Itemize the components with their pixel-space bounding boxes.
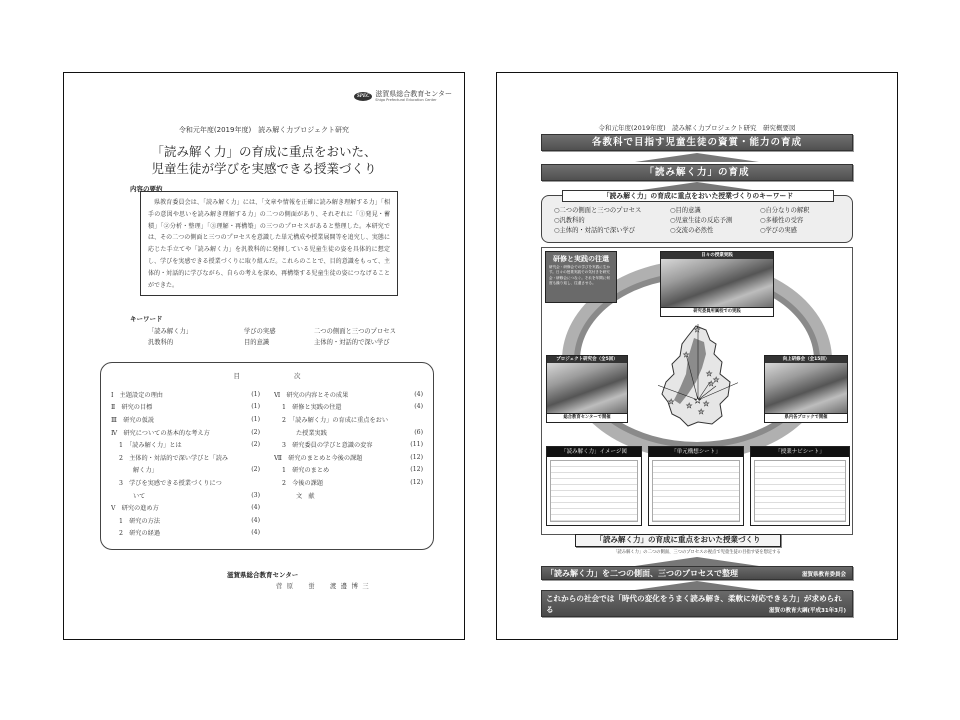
toc-entry-page: (4) <box>251 529 260 537</box>
sheet-thumbnail <box>652 460 740 522</box>
society-banner <box>541 590 853 617</box>
toc-entry-page: (12) <box>410 466 423 474</box>
author-organization: 滋賀県総合教育センター <box>227 571 299 579</box>
center-logo <box>354 91 452 103</box>
toc-entry <box>274 438 423 451</box>
photo-header: 向上研修会（全15回） <box>765 356 847 363</box>
up-arrow-icon <box>635 153 759 162</box>
keyword-panel-item: ○目的意識 <box>670 207 701 214</box>
toc-entry <box>274 464 423 477</box>
toc-entry-page: (4) <box>251 516 260 524</box>
title-line-2: 児童生徒が学びを実感できる授業づくり <box>151 161 377 176</box>
society-text: これからの社会では「時代の変化をうまく読み解き、柔軟に対応できる力」が求められる <box>546 594 842 614</box>
focus-subtext: 「読み解く力」の二つの側面、三つのプロセスの視点で児童生徒の目指す姿を想定する <box>613 550 781 555</box>
sheet-title: 「読み解く力」イメージ図 <box>547 447 641 457</box>
toc-entry <box>274 489 423 502</box>
sheet-unit-plan <box>648 446 744 526</box>
toc-entry-label: Ⅱ 研究の目標 <box>111 404 153 412</box>
goal-banner: 各教科で目指す児童生徒の資質・能力の育成 <box>541 134 853 151</box>
meeting-photo <box>547 363 627 413</box>
svg-text:★: ★ <box>686 402 693 410</box>
toc-entry-label: 1 研究のまとめ <box>282 467 330 475</box>
summary-label: 内容の要約 <box>130 185 163 193</box>
toc-entry-label: Ⅳ 研究についての基本的な考え方 <box>111 429 210 437</box>
keyword-item: 学びの実感 <box>244 328 276 335</box>
report-cover-page <box>63 72 465 640</box>
toc-entry-page: (11) <box>410 441 423 449</box>
photo-project-meeting <box>546 355 628 423</box>
toc-entry <box>274 426 423 439</box>
toc-entry-page: (1) <box>251 403 260 411</box>
toc-entry <box>111 514 260 527</box>
svg-text:★: ★ <box>683 351 690 359</box>
up-arrow-icon <box>635 581 759 590</box>
toc-entry <box>274 476 423 489</box>
keyword-panel-item: ○多様性の受容 <box>760 217 804 224</box>
toc-entry-label: 2 主体的・対話的で深い学びと「読み <box>119 454 229 462</box>
society-source: 滋賀の教育大綱(平成31年3月) <box>768 608 846 614</box>
svg-text:★: ★ <box>703 400 710 408</box>
toc-entry <box>274 401 423 414</box>
toc-entry-page: (12) <box>410 478 423 486</box>
toc-entry <box>111 438 260 451</box>
svg-text:★: ★ <box>708 380 715 388</box>
toc-column-right <box>274 388 423 539</box>
development-banner: 「読み解く力」の育成 <box>541 164 853 181</box>
photo-caption: 研究委員所属校での実践 <box>661 307 773 315</box>
svg-text:★: ★ <box>706 370 713 378</box>
toc-entry-page: (1) <box>251 415 260 423</box>
toc-entry-page: (4) <box>414 403 423 411</box>
keyword-item: 二つの側面と三つのプロセス <box>314 328 396 335</box>
keyword-panel-item: ○二つの側面と三つのプロセス <box>554 207 642 214</box>
callout-body: 研究会・研修会での学びを実践に生かす。日々の授業実践での気付きを研究会・研修会につなぐ。それを年間に何度も繰り返し、往還させる。 <box>549 265 611 285</box>
author-names: 菅原 蛍 渡邊博三 <box>276 583 374 590</box>
toc-entry-label: 1 「読み解く力」とは <box>119 442 182 450</box>
photo-caption: 県内各ブロックで開催 <box>765 413 847 421</box>
toc-entry-label: いて <box>133 492 146 500</box>
toc-entry-page: (2) <box>251 441 260 449</box>
keyword-panel-item: ○学びの実感 <box>760 227 797 234</box>
focus-banner: 「読み解く力」の育成に重点をおいた授業づくり <box>575 534 781 547</box>
keyword-panel-item: ○汎教科的 <box>554 217 585 224</box>
training-photo <box>765 363 847 413</box>
toc-entry-page: (6) <box>414 428 423 436</box>
keyword-panel-items <box>554 205 844 234</box>
keyword-panel-title: 「読み解く力」の育成に重点をおいた授業づくりのキーワード <box>562 190 834 202</box>
svg-text:★: ★ <box>694 396 702 405</box>
keyword-panel-item: ○児童生徒の反応予測 <box>670 217 733 224</box>
photo-header: 日々の授業実践 <box>661 252 773 259</box>
toc-entry <box>111 464 260 477</box>
svg-text:★: ★ <box>668 398 675 406</box>
toc-entry <box>111 476 260 489</box>
toc-entry-page: (1) <box>251 390 260 398</box>
research-overview-diagram-page <box>496 72 898 640</box>
organize-source: 滋賀県教育委員会 <box>801 572 846 578</box>
toc-entry-label: 2 「読み解く力」の育成に重点をおい <box>282 416 389 424</box>
sheet-lesson-navi <box>750 446 850 526</box>
keyword-panel-item: ○自分なりの解釈 <box>760 207 810 214</box>
shiga-map-icon <box>658 324 738 428</box>
toc-entry <box>274 451 423 464</box>
photo-daily-practice <box>660 251 774 317</box>
sheet-thumbnail <box>550 460 638 522</box>
report-subtitle: 令和元年度(2019年度) 読み解く力プロジェクト研究 <box>178 126 350 134</box>
toc-entry-label: た授業実践 <box>296 429 327 437</box>
callout-title: 研修と実践の往還 <box>553 255 609 263</box>
sheet-title: 「授業ナビシート」 <box>751 447 849 457</box>
sheet-image-diagram <box>546 446 642 526</box>
toc-entry-label: 3 研究委員の学びと意識の変容 <box>282 442 373 450</box>
toc-entry-label: 1 研究の方法 <box>119 517 161 525</box>
toc-entry-page: (2) <box>251 466 260 474</box>
logo-name-en: Shiga Prefectural Education Center <box>375 98 437 102</box>
logo-name-jp: 滋賀県総合教育センター <box>375 90 452 98</box>
toc-entry <box>274 413 423 426</box>
keyword-panel-item: ○主体的・対話的で深い学び <box>554 227 636 234</box>
toc-entry-label: 2 今後の課題 <box>282 479 324 487</box>
sheet-thumbnail <box>754 460 846 522</box>
keywords-label: キーワード <box>130 315 163 323</box>
toc-entry-page: (3) <box>251 491 260 499</box>
toc-entry-label: 3 学びを実感できる授業づくりにつ <box>119 479 222 487</box>
summary-text: 県教育委員会は、「読み解く力」には、「文章や情報を正確に読み解き理解する力」「相手の意図や思いを読み解き理解する力」の二つの側面があり、それぞれに「①発見・蓄積」「②分析・整理」「③理解・再構築」の三つのプロセスがあると整理した。本研究では、その二つの側面と三つのプロセスを意識した単元構成や授業展開等を追究し、実態に応じた手立てや「読み解く力」を汎教科的に発揮している児童生徒の姿を具体的に想定し、学びを実感できる授業づくりに取り組んだ。これらのことで、目的意識をもって、主体的・対話的に学びながら、自らの考えを深め、再構築する児童生徒の姿につなげることができた。 <box>140 191 398 296</box>
toc-entry-page: (12) <box>410 453 423 461</box>
svg-text:★: ★ <box>713 376 720 384</box>
toc-entry <box>111 489 260 502</box>
table-of-contents <box>100 362 434 550</box>
report-title <box>64 143 464 177</box>
callout-training-practice <box>545 251 617 303</box>
toc-entry-label: Ⅰ 主題設定の理由 <box>111 391 163 399</box>
keyword-item: 汎教科的 <box>148 339 174 346</box>
training-practice-cycle <box>541 247 853 535</box>
up-arrow-icon <box>635 557 759 566</box>
sheet-title: 「単元構想シート」 <box>649 447 743 457</box>
toc-entry <box>111 501 260 514</box>
svg-text:★: ★ <box>694 326 701 334</box>
keyword-panel <box>541 192 853 243</box>
toc-column-left <box>111 388 260 539</box>
organize-banner <box>541 566 853 580</box>
photo-caption: 総合教育センターで開催 <box>547 413 627 421</box>
keyword-item: 「読み解く力」 <box>148 328 193 335</box>
toc-entry-label: 2 研究の経過 <box>119 530 161 538</box>
toc-entry-label: Ⅲ 研究の仮説 <box>111 416 155 424</box>
toc-entry <box>111 401 260 414</box>
toc-entry-page: (2) <box>251 428 260 436</box>
photo-header: プロジェクト研究会（全5回） <box>547 356 627 363</box>
keyword-panel-item: ○交流の必然性 <box>670 227 714 234</box>
toc-entry-label: Ⅵ 研究の内容とその成果 <box>274 391 349 399</box>
toc-entry <box>111 527 260 540</box>
toc-entry-label: Ⅶ 研究のまとめと今後の課題 <box>274 454 363 462</box>
spec-logo-icon: SPEC <box>354 92 372 101</box>
keyword-item: 目的意識 <box>244 339 270 346</box>
diagram-subtitle: 令和元年度(2019年度) 読み解く力プロジェクト研究 研究概要図 <box>598 124 796 132</box>
toc-entry-page: (4) <box>251 504 260 512</box>
keyword-item: 主体的・対話的で深い学び <box>314 339 390 346</box>
toc-entry-label: Ⅴ 研究の進め方 <box>111 505 159 513</box>
toc-entry-page: (4) <box>414 390 423 398</box>
toc-entry <box>111 388 260 401</box>
toc-entry <box>111 451 260 464</box>
toc-entry-label: 文 献 <box>296 492 315 500</box>
organize-text: 「読み解く力」を二つの側面、三つのプロセスで整理 <box>546 569 738 578</box>
toc-entry <box>111 413 260 426</box>
keyword-list <box>148 326 418 346</box>
classroom-photo <box>661 259 773 307</box>
svg-text:★: ★ <box>698 408 705 416</box>
toc-title: 目次 <box>233 372 355 380</box>
toc-entry-label: 解く力」 <box>133 467 158 475</box>
title-line-1: 「読み解く力」の育成に重点をおいた、 <box>151 144 377 159</box>
photo-improvement-training <box>764 355 848 423</box>
toc-entry <box>274 388 423 401</box>
toc-entry-label: 1 研修と実践の往還 <box>282 404 342 412</box>
toc-entry <box>111 426 260 439</box>
